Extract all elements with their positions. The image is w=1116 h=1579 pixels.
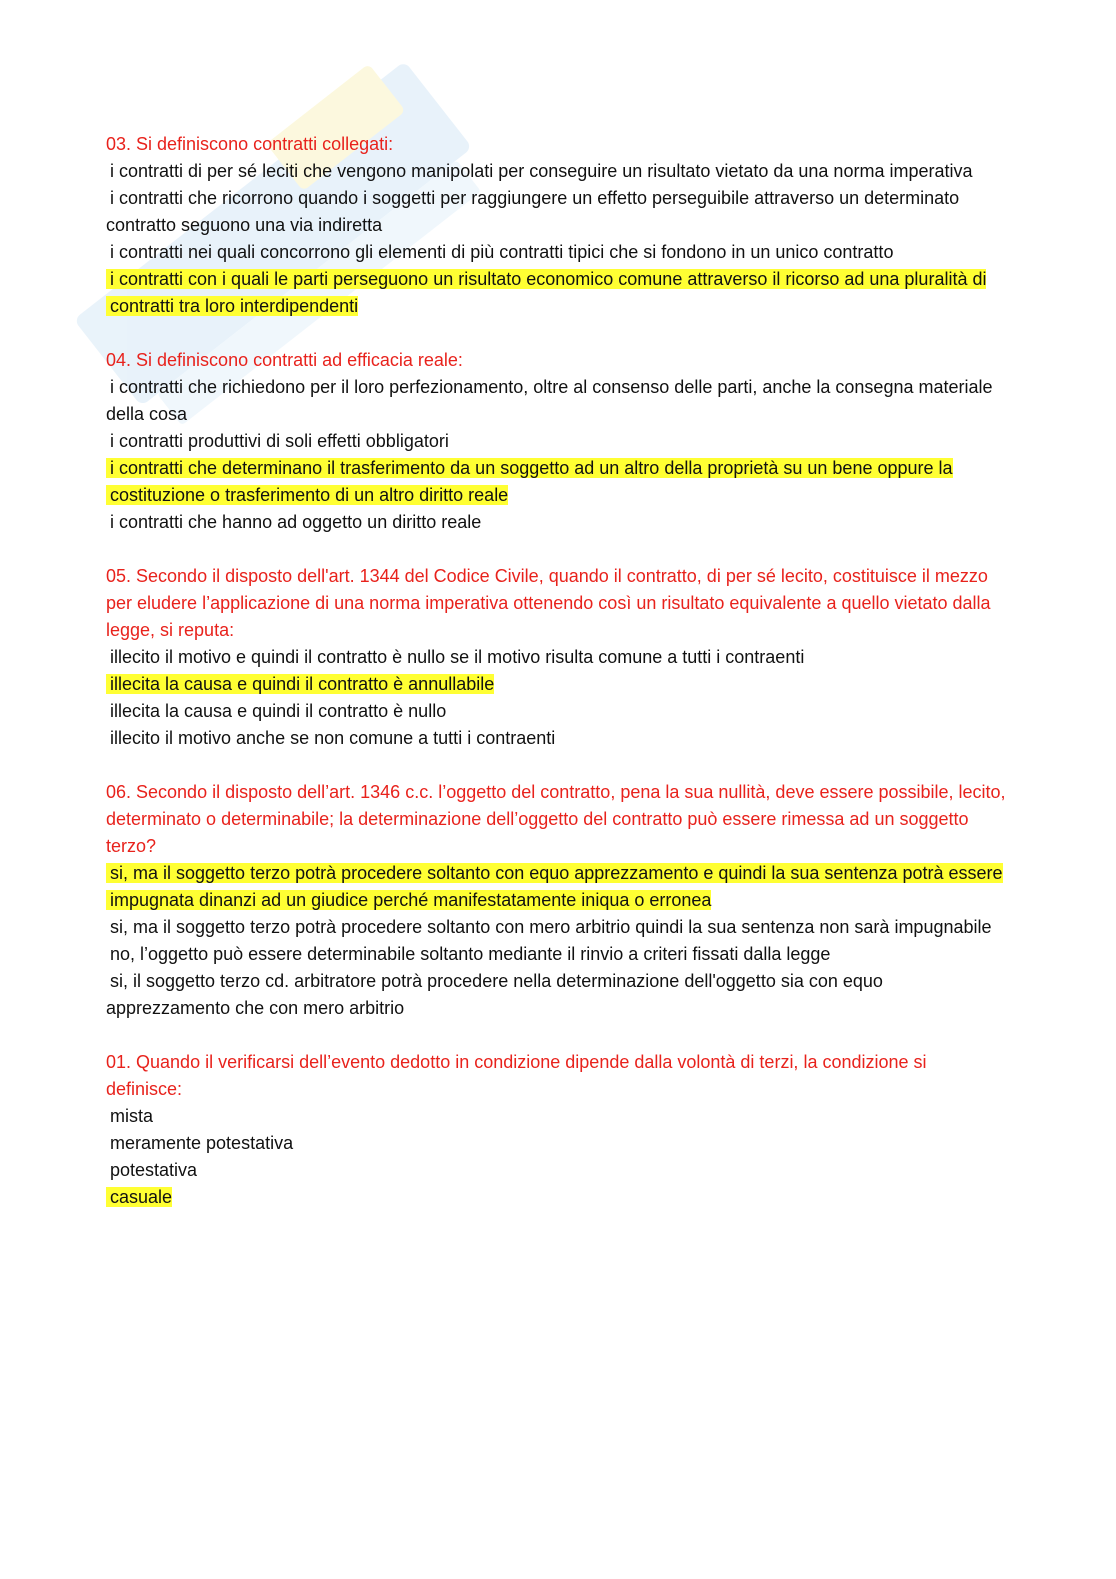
question-text: 01. Quando il verificarsi dell’evento dedotto in condizione dipende dalla volontà di terzi, la condizione si definisce: bbox=[106, 1052, 927, 1099]
question-block bbox=[106, 347, 1006, 536]
answer-option-correct bbox=[106, 1184, 1006, 1211]
answer-text: casuale bbox=[106, 1187, 172, 1207]
answer-option bbox=[106, 239, 1006, 266]
answer-text: no, l’oggetto può essere determinabile soltanto mediante il rinvio a criteri fissati dalla legge bbox=[110, 944, 831, 964]
answer-option-correct bbox=[106, 266, 1006, 320]
answer-text: illecito il motivo anche se non comune a tutti i contraenti bbox=[110, 728, 556, 748]
answer-text: i contratti nei quali concorrono gli elementi di più contratti tipici che si fondono in un unico contratto bbox=[110, 242, 894, 262]
answer-option-correct bbox=[106, 671, 1006, 698]
answer-text: meramente potestativa bbox=[110, 1133, 294, 1153]
answer-option bbox=[106, 509, 1006, 536]
document-page bbox=[106, 131, 1006, 1238]
answer-text: i contratti che determinano il trasferimento da un soggetto ad un altro della proprietà su un bene oppure la costituzione o trasferimento di un altro diritto reale bbox=[106, 458, 953, 505]
answer-option bbox=[106, 968, 1006, 1022]
answer-option bbox=[106, 914, 1006, 941]
answer-option bbox=[106, 1157, 1006, 1184]
answer-option bbox=[106, 1103, 1006, 1130]
answer-text: i contratti che richiedono per il loro perfezionamento, oltre al consenso delle parti, anche la consegna materiale della cosa bbox=[106, 377, 993, 424]
answer-option bbox=[106, 941, 1006, 968]
answer-option bbox=[106, 428, 1006, 455]
answer-text: si, il soggetto terzo cd. arbitratore potrà procedere nella determinazione dell'oggetto sia con equo apprezzamento che con mero arbitrio bbox=[106, 971, 883, 1018]
answer-text: si, ma il soggetto terzo potrà procedere soltanto con equo apprezzamento e quindi la sua sentenza potrà essere impugnata dinanzi ad un giudice perché manifestatamente iniqua o erronea bbox=[106, 863, 1003, 910]
answer-text: i contratti con i quali le parti perseguono un risultato economico comune attraverso il ricorso ad una pluralità di contratti tra loro interdipendenti bbox=[106, 269, 986, 316]
answer-option bbox=[106, 698, 1006, 725]
answer-text: i contratti produttivi di soli effetti obbligatori bbox=[110, 431, 449, 451]
answer-option bbox=[106, 725, 1006, 752]
answer-option bbox=[106, 1130, 1006, 1157]
question-block bbox=[106, 1049, 1006, 1211]
question-block bbox=[106, 779, 1006, 1022]
question-text: 06. Secondo il disposto dell’art. 1346 c.c. l’oggetto del contratto, pena la sua nullità, deve essere possibile, lecito, determinato o determinabile; la determinazione dell’oggetto del contratto può essere rimessa ad un soggetto terzo? bbox=[106, 782, 1006, 856]
question-block bbox=[106, 131, 1006, 320]
answer-text: potestativa bbox=[110, 1160, 198, 1180]
answer-option bbox=[106, 185, 1006, 239]
answer-option bbox=[106, 158, 1006, 185]
answer-text: i contratti che hanno ad oggetto un diritto reale bbox=[110, 512, 482, 532]
answer-text: i contratti di per sé leciti che vengono manipolati per conseguire un risultato vietato da una norma imperativa bbox=[110, 161, 973, 181]
answer-option-correct bbox=[106, 860, 1006, 914]
question-text: 04. Si definiscono contratti ad efficacia reale: bbox=[106, 350, 463, 370]
answer-option bbox=[106, 644, 1006, 671]
question-block bbox=[106, 563, 1006, 752]
answer-text: illecito il motivo e quindi il contratto è nullo se il motivo risulta comune a tutti i contraenti bbox=[110, 647, 805, 667]
question-text: 03. Si definiscono contratti collegati: bbox=[106, 134, 394, 154]
answer-option bbox=[106, 374, 1006, 428]
answer-text: si, ma il soggetto terzo potrà procedere soltanto con mero arbitrio quindi la sua sentenza non sarà impugnabile bbox=[110, 917, 992, 937]
answer-text: illecita la causa e quindi il contratto è nullo bbox=[110, 701, 447, 721]
question-text: 05. Secondo il disposto dell'art. 1344 del Codice Civile, quando il contratto, di per sé lecito, costituisce il mezzo per eludere l’applicazione di una norma imperativa ottenendo così un risultato equivalente a quello vietato dalla legge, si reputa: bbox=[106, 566, 991, 640]
answer-text: mista bbox=[110, 1106, 154, 1126]
answer-text: i contratti che ricorrono quando i soggetti per raggiungere un effetto perseguibile attraverso un determinato contratto seguono una via indiretta bbox=[106, 188, 960, 235]
answer-option-correct bbox=[106, 455, 1006, 509]
answer-text: illecita la causa e quindi il contratto è annullabile bbox=[106, 674, 494, 694]
